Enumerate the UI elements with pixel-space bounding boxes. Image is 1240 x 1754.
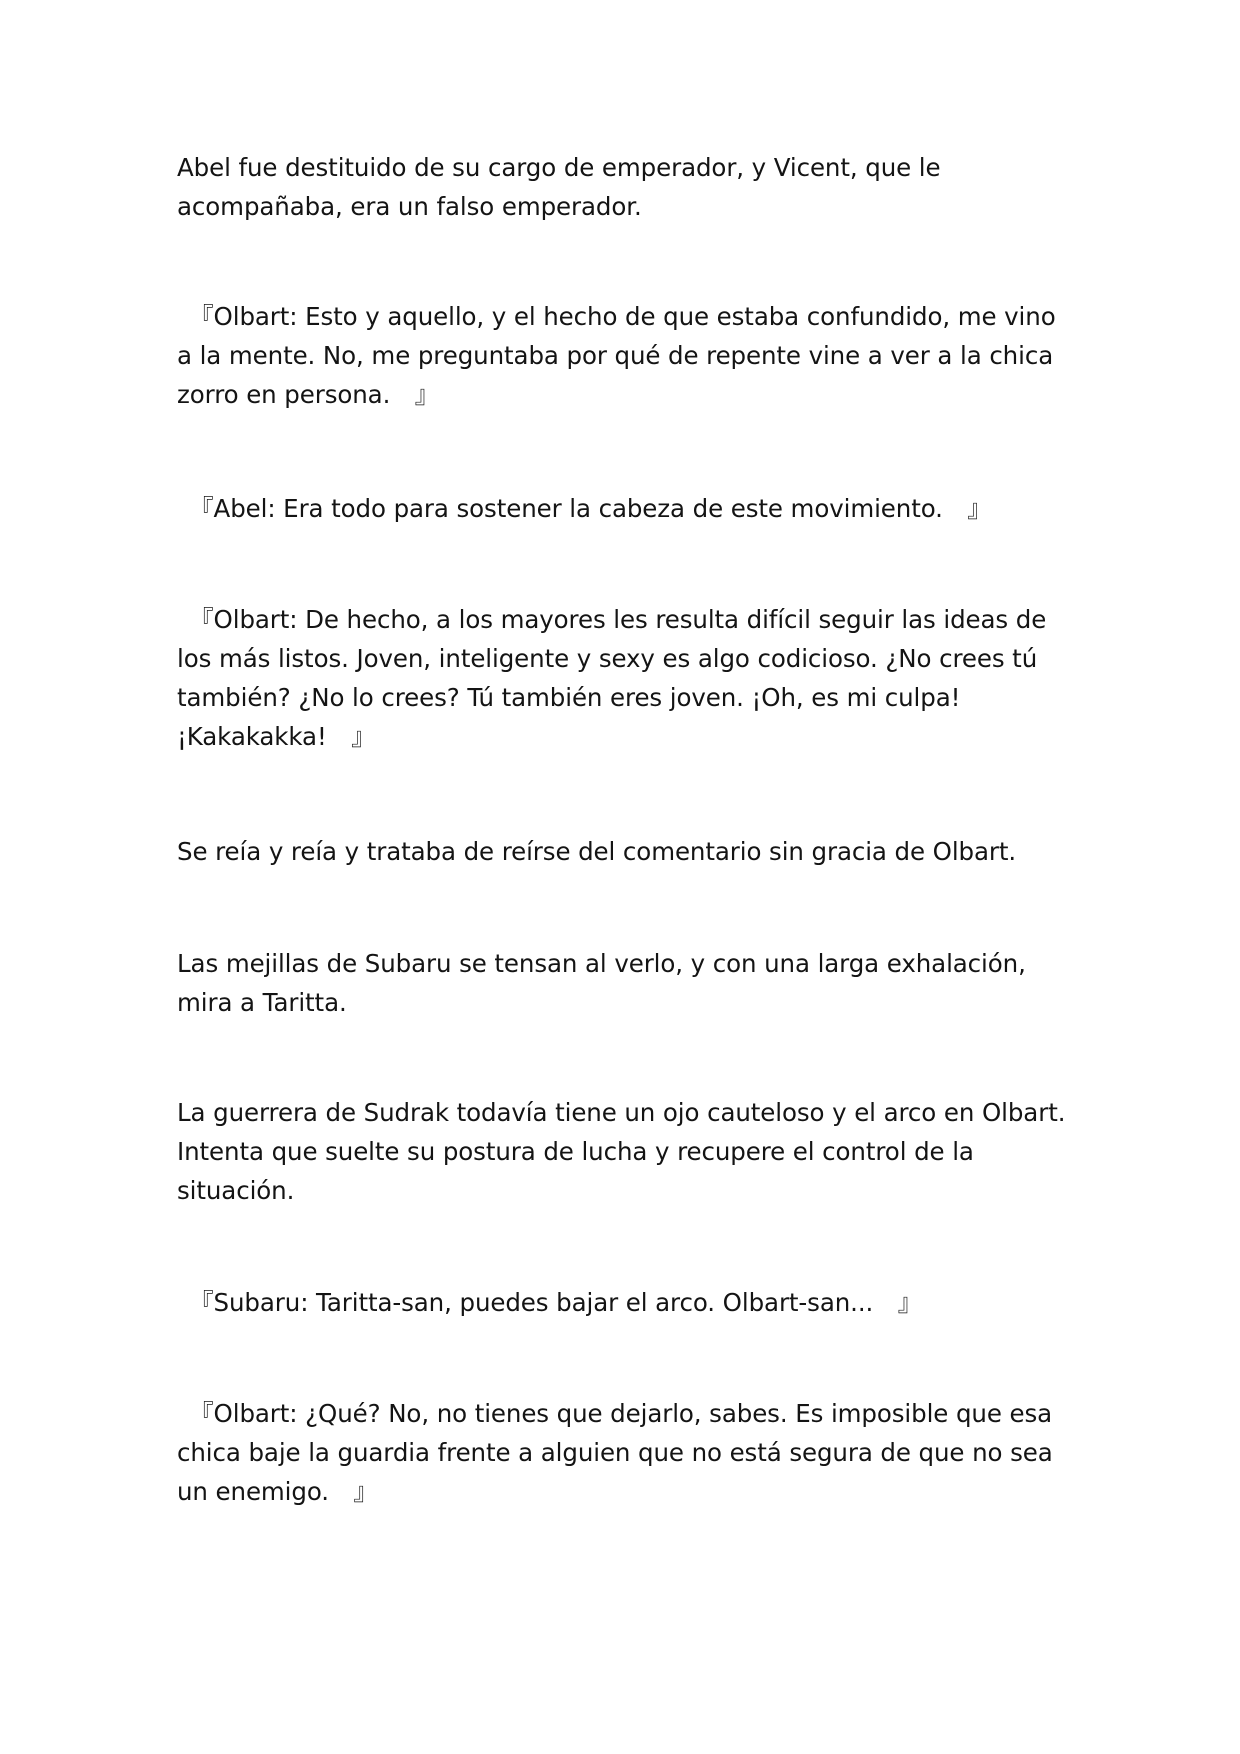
dialogue-olbart-2: 『Olbart: De hecho, a los mayores les resulta difícil seguir las ideas de los más listos. Joven, inteligente y sexy es algo codicioso. ¿No crees tú también? ¿No lo crees? Tú también eres joven. ¡Oh, es mi culpa! ¡Kakakakka! 』 [177,605,1047,751]
narration-paragraph-4: La guerrera de Sudrak todavía tiene un ojo cauteloso y el arco en Olbart. Intenta que suelte su postura de lucha y recupere el control de la situación. [177,1098,1066,1205]
dialogue-subaru-1: 『Subaru: Taritta-san, puedes bajar el arco. Olbart-san... 』 [177,1288,923,1317]
narration-paragraph-1: Abel fue destituido de su cargo de emperador, y Vicent, que le acompañaba, era un falso emperador. [177,153,941,221]
narration-paragraph-3: Las mejillas de Subaru se tensan al verlo, y con una larga exhalación, mira a Taritta. [177,949,1026,1017]
dialogue-olbart-1: 『Olbart: Esto y aquello, y el hecho de que estaba confundido, me vino a la mente. No, me preguntaba por qué de repente vine a ver a la chica zorro en persona. 』 [177,302,1056,409]
narration-paragraph-2: Se reía y reía y trataba de reírse del comentario sin gracia de Olbart. [177,837,1017,866]
dialogue-abel-1: 『Abel: Era todo para sostener la cabeza de este movimiento. 』 [177,494,992,523]
dialogue-olbart-3: 『Olbart: ¿Qué? No, no tienes que dejarlo, sabes. Es imposible que esa chica baje la guardia frente a alguien que no está segura de que no sea un enemigo. 』 [177,1399,1053,1506]
